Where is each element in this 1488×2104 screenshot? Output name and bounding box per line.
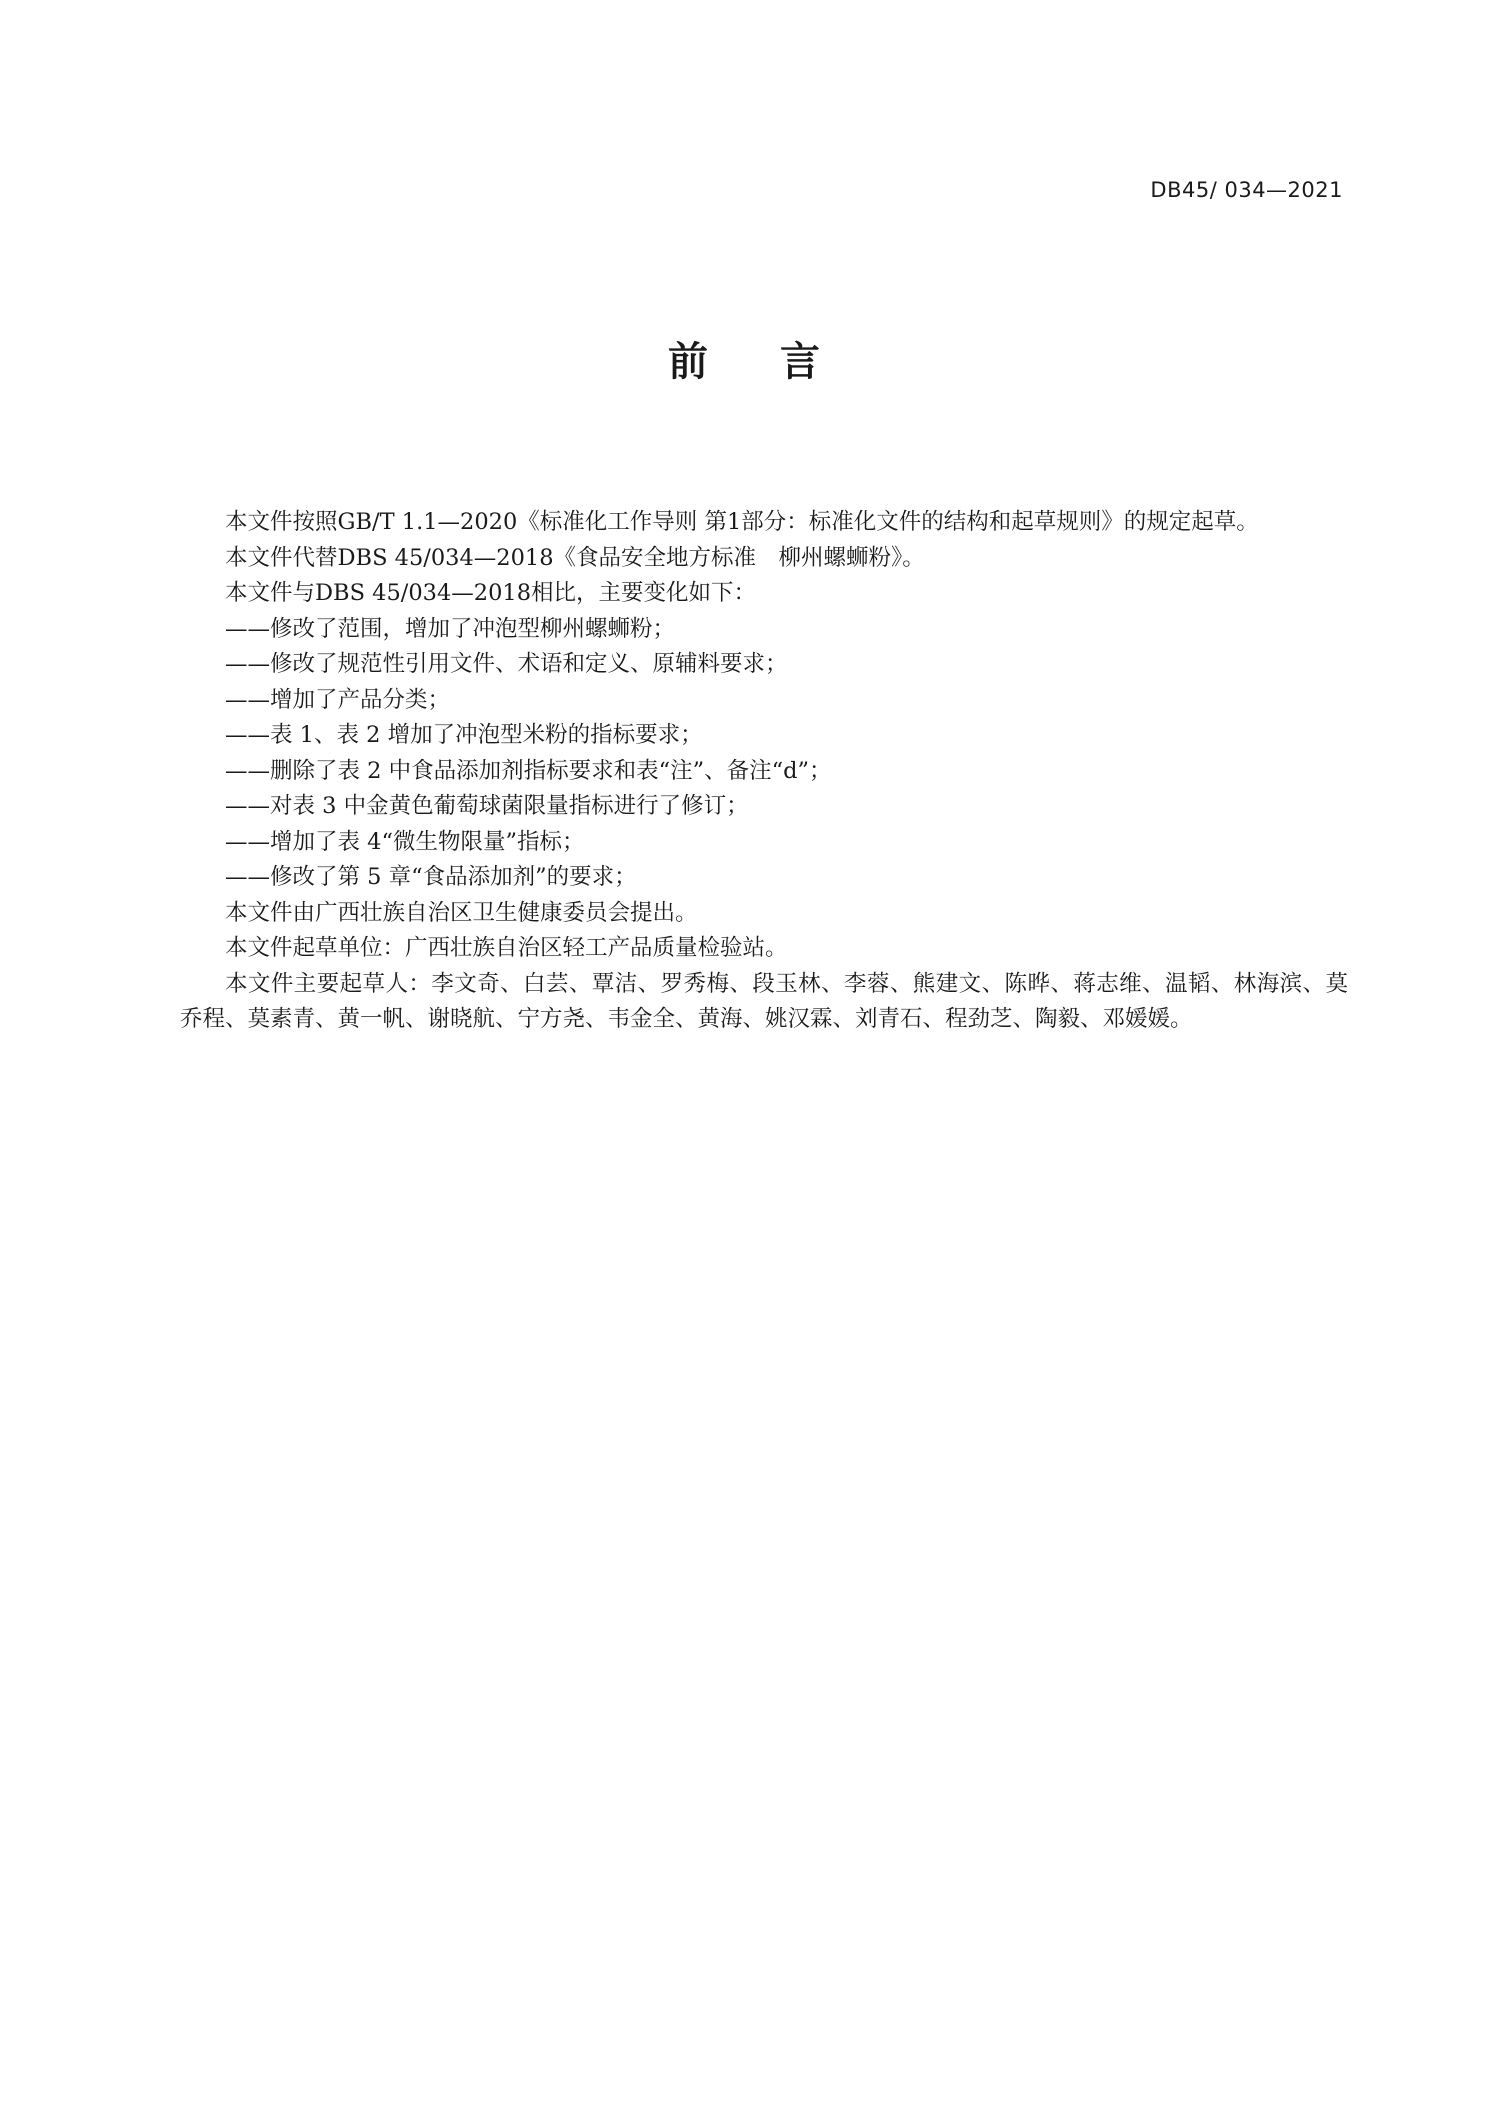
foreword-body [180, 505, 1348, 1038]
list-item-change: ——增加了表 4“微生物限量”指标； [225, 828, 585, 855]
list-item-change: ——增加了产品分类； [225, 686, 451, 713]
paragraph-standard-basis: 本文件按照GB/T 1.1—2020《标准化工作导则 第1部分：标准化文件的结构和起草规则》的规定起草。 [225, 509, 1259, 535]
list-item-change: ——对表 3 中金黄色葡萄球菌限量指标进行了修订； [225, 793, 749, 819]
list-item-change: ——表 1、表 2 增加了冲泡型米粉的指标要求； [225, 722, 703, 748]
list-item-change: ——修改了第 5 章“食品添加剂”的要求； [225, 864, 637, 890]
paragraph-changes-intro: 本文件与DBS 45/034—2018相比，主要变化如下： [225, 580, 757, 606]
paragraph-drafters: 本文件主要起草人：李文奇、白芸、覃洁、罗秀梅、段玉林、李蓉、熊建文、陈晔、蒋志维、温韬、林海滨、莫乔程、莫素青、黄一帆、谢晓航、宁方尧、韦金全、黄海、姚汉霖、刘青石、程劲芝、陶毅、邓媛媛。 [180, 970, 1348, 1032]
paragraph-replaces: 本文件代替DBS 45/034—2018《食品安全地方标准 柳州螺蛳粉》。 [225, 544, 925, 571]
paragraph-drafting-unit: 本文件起草单位：广西壮族自治区轻工产品质量检验站。 [225, 935, 788, 961]
list-item-change: ——删除了表 2 中食品添加剂指标要求和表“注”、备注“d”； [225, 757, 832, 784]
list-item-change: ——修改了规范性引用文件、术语和定义、原辅料要求； [225, 651, 788, 677]
document-code: DB45/ 034—2021 [1150, 178, 1343, 202]
paragraph-proposer: 本文件由广西壮族自治区卫生健康委员会提出。 [225, 899, 698, 926]
list-item-change: ——修改了范围，增加了冲泡型柳州螺蛳粉； [225, 615, 676, 642]
page-title: 前言 [668, 339, 892, 385]
